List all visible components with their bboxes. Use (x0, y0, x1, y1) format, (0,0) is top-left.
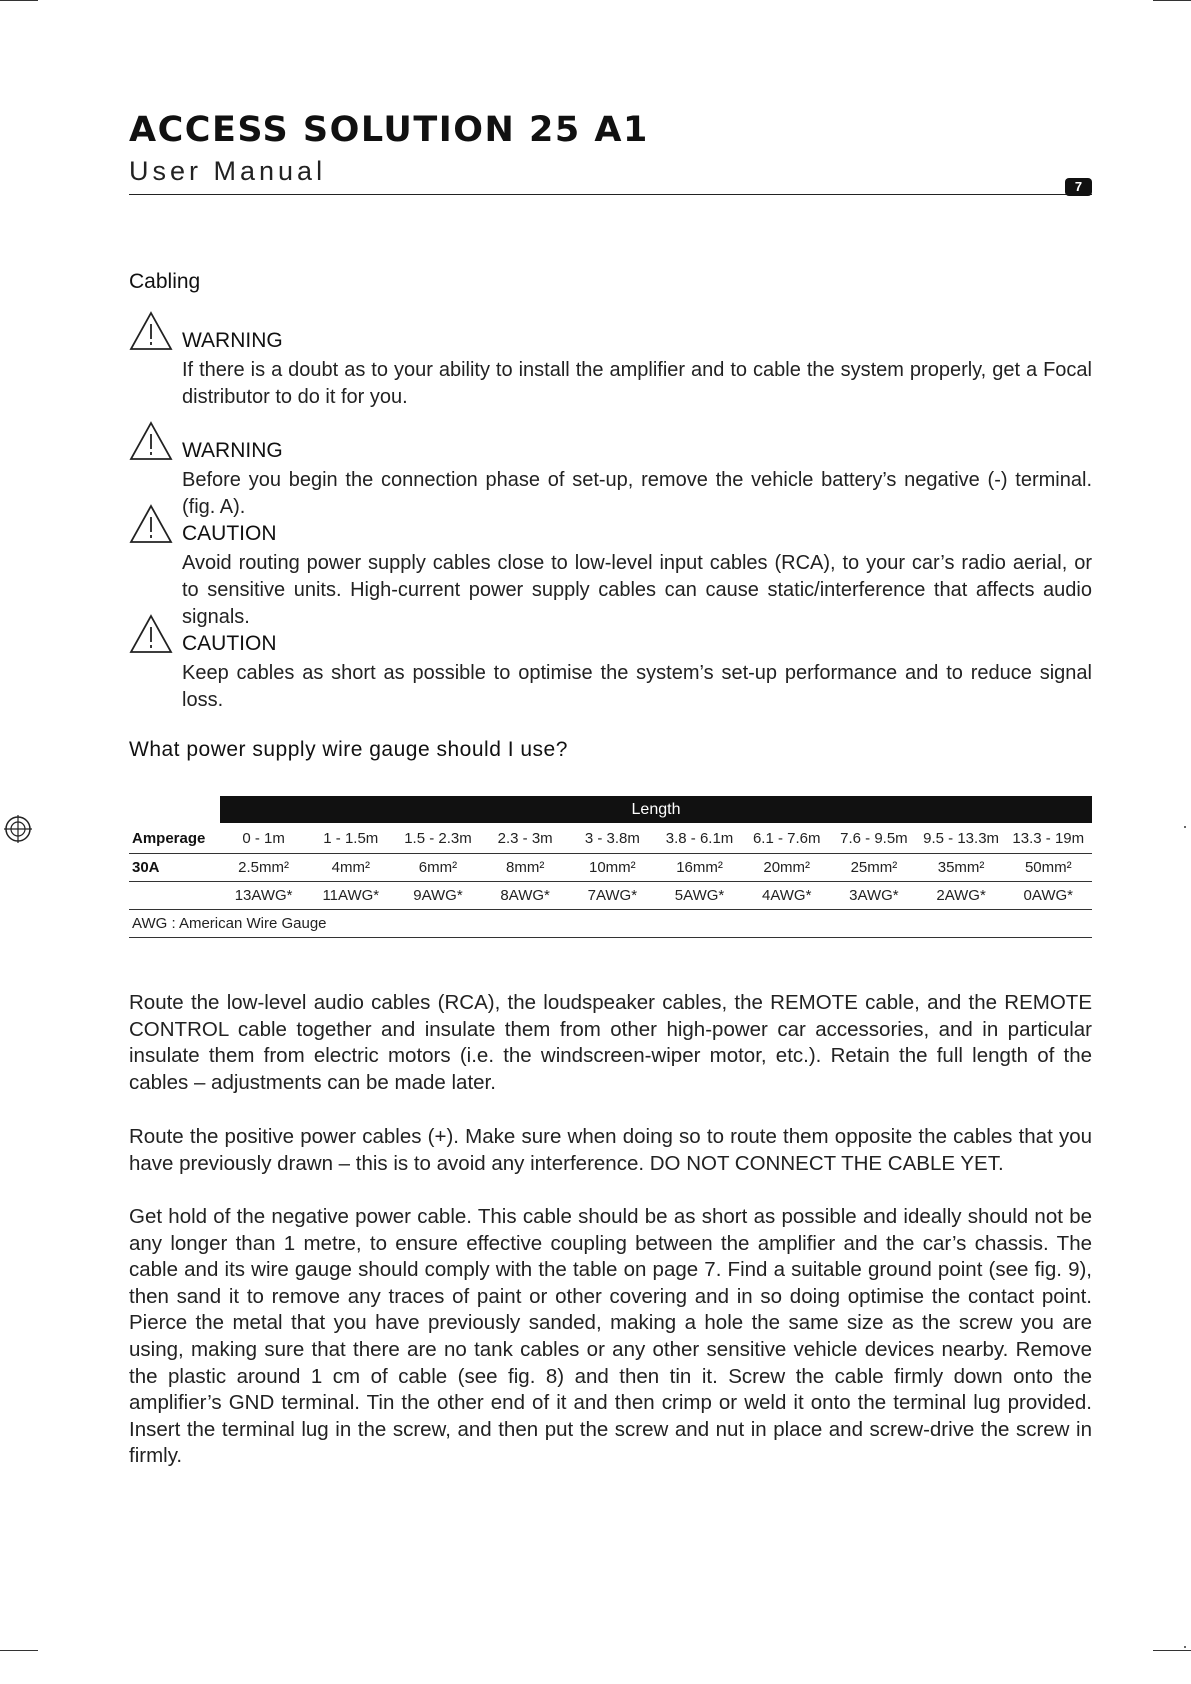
length-cell: 2.3 - 3m (497, 830, 553, 847)
paragraph-text: Get hold of the negative power cable. This cable should be as short as possible and ideally should not be any longer than 1 metre, to ensure effective coupling between the amplifier and the car’s chassis. The cable and its wire gauge should comply with the table on page 7. Find a suitable ground point (see fig. 9), then sand it to remove any traces of paint or other covering and in so doing optimise the contact point. Pierce the metal that you have previously sanded, making a hole the same size as the screw you are using, making sure that there are no tank cables or any other sensitive vehicle devices nearby. Remove the plastic around 1 cm of cable (see fig. 8) and then tin it. Screw the cable firmly down onto the amplifier’s GND terminal. Tin the other end of it and then crimp or weld it onto the terminal lug provided. Insert the terminal lug in the screw, and then put the screw and nut in place and screw-drive the screw in firmly. (129, 1205, 1092, 1468)
mm2-cell: 35mm² (937, 859, 985, 876)
print-dot (1184, 826, 1186, 828)
mm2-cell: 16mm² (676, 859, 723, 876)
length-cell: 1 - 1.5m (323, 830, 379, 847)
mm2-cell: 10mm² (589, 859, 636, 876)
warning-triangle-icon (129, 614, 173, 654)
notice-title: CAUTION (182, 632, 277, 655)
crop-mark (0, 0, 38, 1)
notice-text: Avoid routing power supply cables close to low-level input cables (RCA), to your car’s radio aerial, or to sensitive units. High-current power supply cables can cause static/interference that affects audio signals. (182, 552, 1092, 628)
awg-cell: 0AWG* (1023, 887, 1073, 904)
mm2-cell: 8mm² (505, 859, 545, 876)
length-group-header: Length (220, 796, 1092, 823)
table-header-row (129, 830, 1092, 847)
page-header (129, 108, 1092, 194)
crop-mark (1153, 1650, 1191, 1651)
notice-text: Keep cables as short as possible to optimise the system’s set-up performance and to reduce signal loss. (182, 662, 1092, 711)
document-title: ACCESS SOLUTION 25 A1 (129, 110, 649, 150)
notice-title: WARNING (182, 329, 283, 352)
body-paragraph (129, 1124, 1092, 1177)
notice-title: WARNING (182, 439, 283, 462)
awg-cell: 2AWG* (936, 887, 986, 904)
warning-triangle-icon (129, 421, 173, 461)
warning-triangle-icon (129, 504, 173, 544)
awg-cell: 4AWG* (761, 887, 812, 904)
length-cell: 7.6 - 9.5m (840, 830, 908, 847)
registration-mark-icon (4, 815, 32, 843)
body-paragraph (129, 990, 1092, 1096)
length-cell: 13.3 - 19m (1012, 830, 1085, 847)
section-title: Cabling (129, 270, 201, 293)
mm2-cell: 25mm² (850, 859, 898, 876)
notice-title: CAUTION (182, 522, 277, 545)
table-footnote: AWG : American Wire Gauge (132, 915, 327, 932)
crop-mark (1153, 0, 1191, 1)
length-cell: 3.8 - 6.1m (665, 830, 734, 847)
length-cell: 0 - 1m (242, 830, 285, 847)
awg-cell: 9AWG* (413, 887, 463, 904)
awg-cell: 7AWG* (587, 887, 638, 904)
crop-mark (0, 1650, 38, 1651)
length-cell: 1.5 - 2.3m (404, 830, 472, 847)
page-number-badge: 7 (1065, 178, 1092, 196)
table-question-heading: What power supply wire gauge should I use? (129, 738, 568, 761)
table-rule (129, 909, 1092, 910)
awg-cell: 11AWG* (322, 887, 380, 904)
notice-text: If there is a doubt as to your ability to install the amplifier and to cable the system properly, get a Focal distributor to do it for you. (182, 359, 1092, 408)
print-dot (1184, 1646, 1186, 1648)
header-divider (129, 194, 1092, 195)
awg-cell: 3AWG* (849, 887, 899, 904)
awg-cell: 5AWG* (674, 887, 725, 904)
notice-text: Before you begin the connection phase of set-up, remove the vehicle battery’s negative (-) terminal. (fig. A). (182, 469, 1092, 518)
mm2-cell: 6mm² (418, 859, 458, 876)
table-rule (129, 937, 1092, 938)
table-rule (129, 853, 1092, 854)
length-cell: 6.1 - 7.6m (752, 830, 821, 847)
table-rule (129, 881, 1092, 882)
table-footnote-row (129, 915, 1092, 932)
paragraph-text: Route the low-level audio cables (RCA), the loudspeaker cables, the REMOTE cable, and the REMOTE CONTROL cable together and insulate them from other high-power car accessories, and in particular insulate them from electric motors (i.e. the windscreen-wiper motor, etc.). Retain the full length of the cables – adjustments can be made later. (129, 991, 1092, 1094)
length-cell: 9.5 - 13.3m (923, 830, 1000, 847)
awg-cell: 13AWG* (234, 887, 293, 904)
paragraph-text: Route the positive power cables (+). Make sure when doing so to route them opposite the cables that you have previously drawn – this is to avoid any interference. DO NOT CONNECT THE CABLE YET. (129, 1125, 1092, 1175)
warning-triangle-icon (129, 311, 173, 351)
mm2-cell: 2.5mm² (238, 859, 290, 876)
mm2-cell: 50mm² (1024, 859, 1072, 876)
table-row (129, 859, 1092, 876)
mm2-cell: 20mm² (763, 859, 811, 876)
amperage-header: Amperage (132, 830, 206, 847)
table-row (129, 887, 1092, 904)
length-cell: 3 - 3.8m (584, 830, 640, 847)
awg-cell: 8AWG* (500, 887, 550, 904)
amperage-value: 30A (132, 859, 160, 876)
body-paragraph (129, 1204, 1092, 1470)
empty-cell (129, 887, 220, 904)
mm2-cell: 4mm² (331, 859, 370, 876)
document-subtitle: User Manual (129, 156, 327, 186)
